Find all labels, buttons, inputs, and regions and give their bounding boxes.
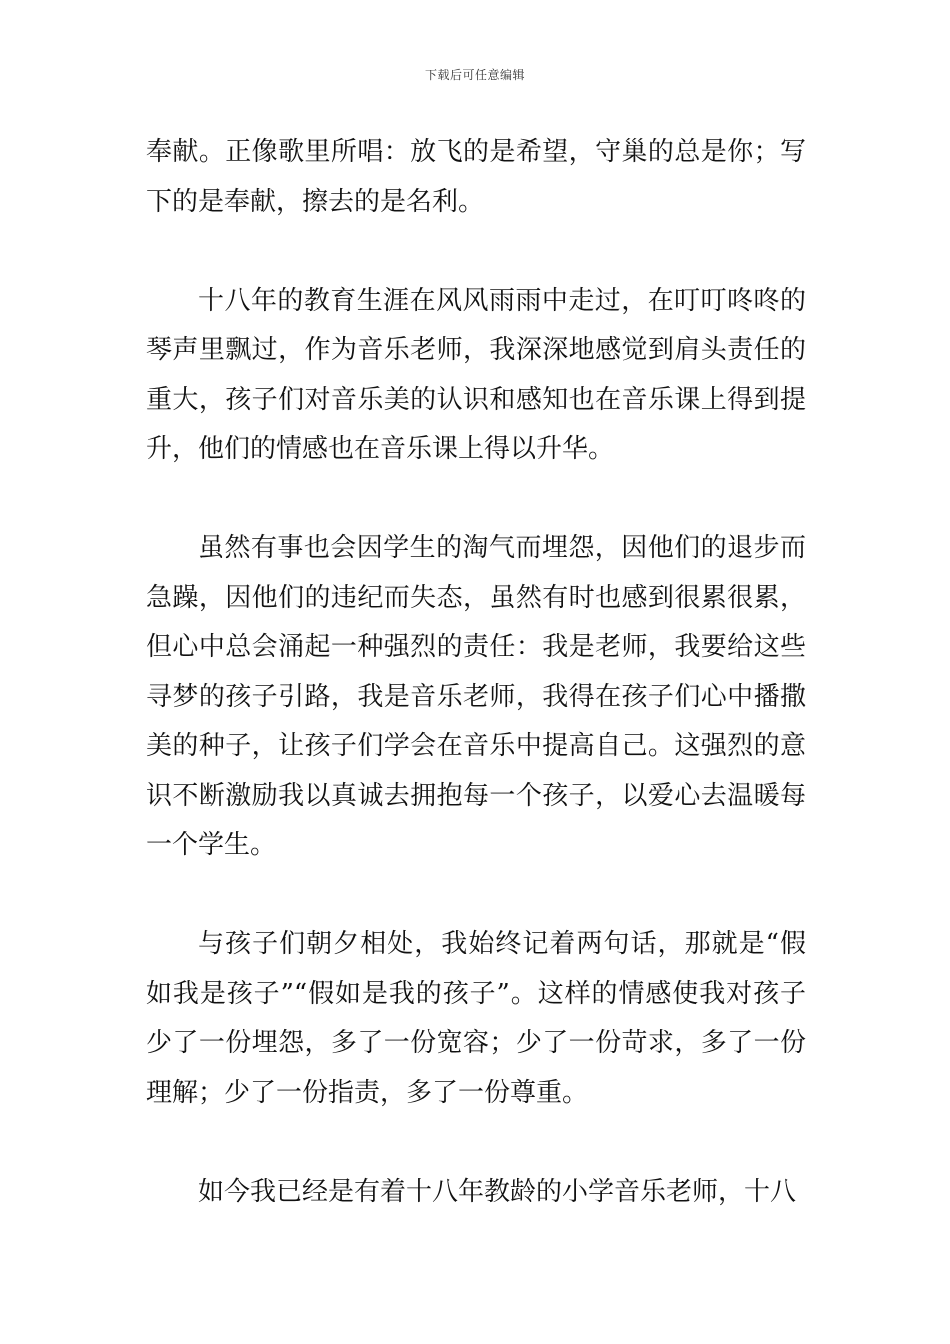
paragraph-2: 十八年的教育生涯在风风雨雨中走过，在叮叮咚咚的琴声里飘过，作为音乐老师，我深深地感觉到肩头责任的重大，孩子们对音乐美的认识和感知也在音乐课上得到提升，他们的情感也在音乐课上得以升华。 [146, 285, 806, 464]
document-body [146, 128, 806, 1217]
paragraph-4: 与孩子们朝夕相处，我始终记着两句话，那就是“假如我是孩子”“假如是我的孩子”。这样的情感使我对孩子少了一份埋怨，多了一份宽容；少了一份苛求，多了一份理解；少了一份指责，多了一份尊重。 [146, 929, 806, 1108]
paragraph-3: 虽然有事也会因学生的淘气而埋怨，因他们的退步而急躁，因他们的违纪而失态，虽然有时也感到很累很累，但心中总会涌起一种强烈的责任：我是老师，我要给这些寻梦的孩子引路，我是音乐老师，我得在孩子们心中播撒美的种子，让孩子们学会在音乐中提高自己。这强烈的意识不断激励我以真诚去拥抱每一个孩子，以爱心去温暖每一个学生。 [146, 533, 806, 860]
paragraph-1: 奉献。正像歌里所唱：放飞的是希望，守巢的总是你；写下的是奉献，擦去的是名利。 [146, 137, 806, 217]
header-note: 下载后可任意编辑 [424, 68, 525, 82]
paragraph-5: 如今我已经是有着十八年教龄的小学音乐老师，十八 [198, 1176, 797, 1207]
